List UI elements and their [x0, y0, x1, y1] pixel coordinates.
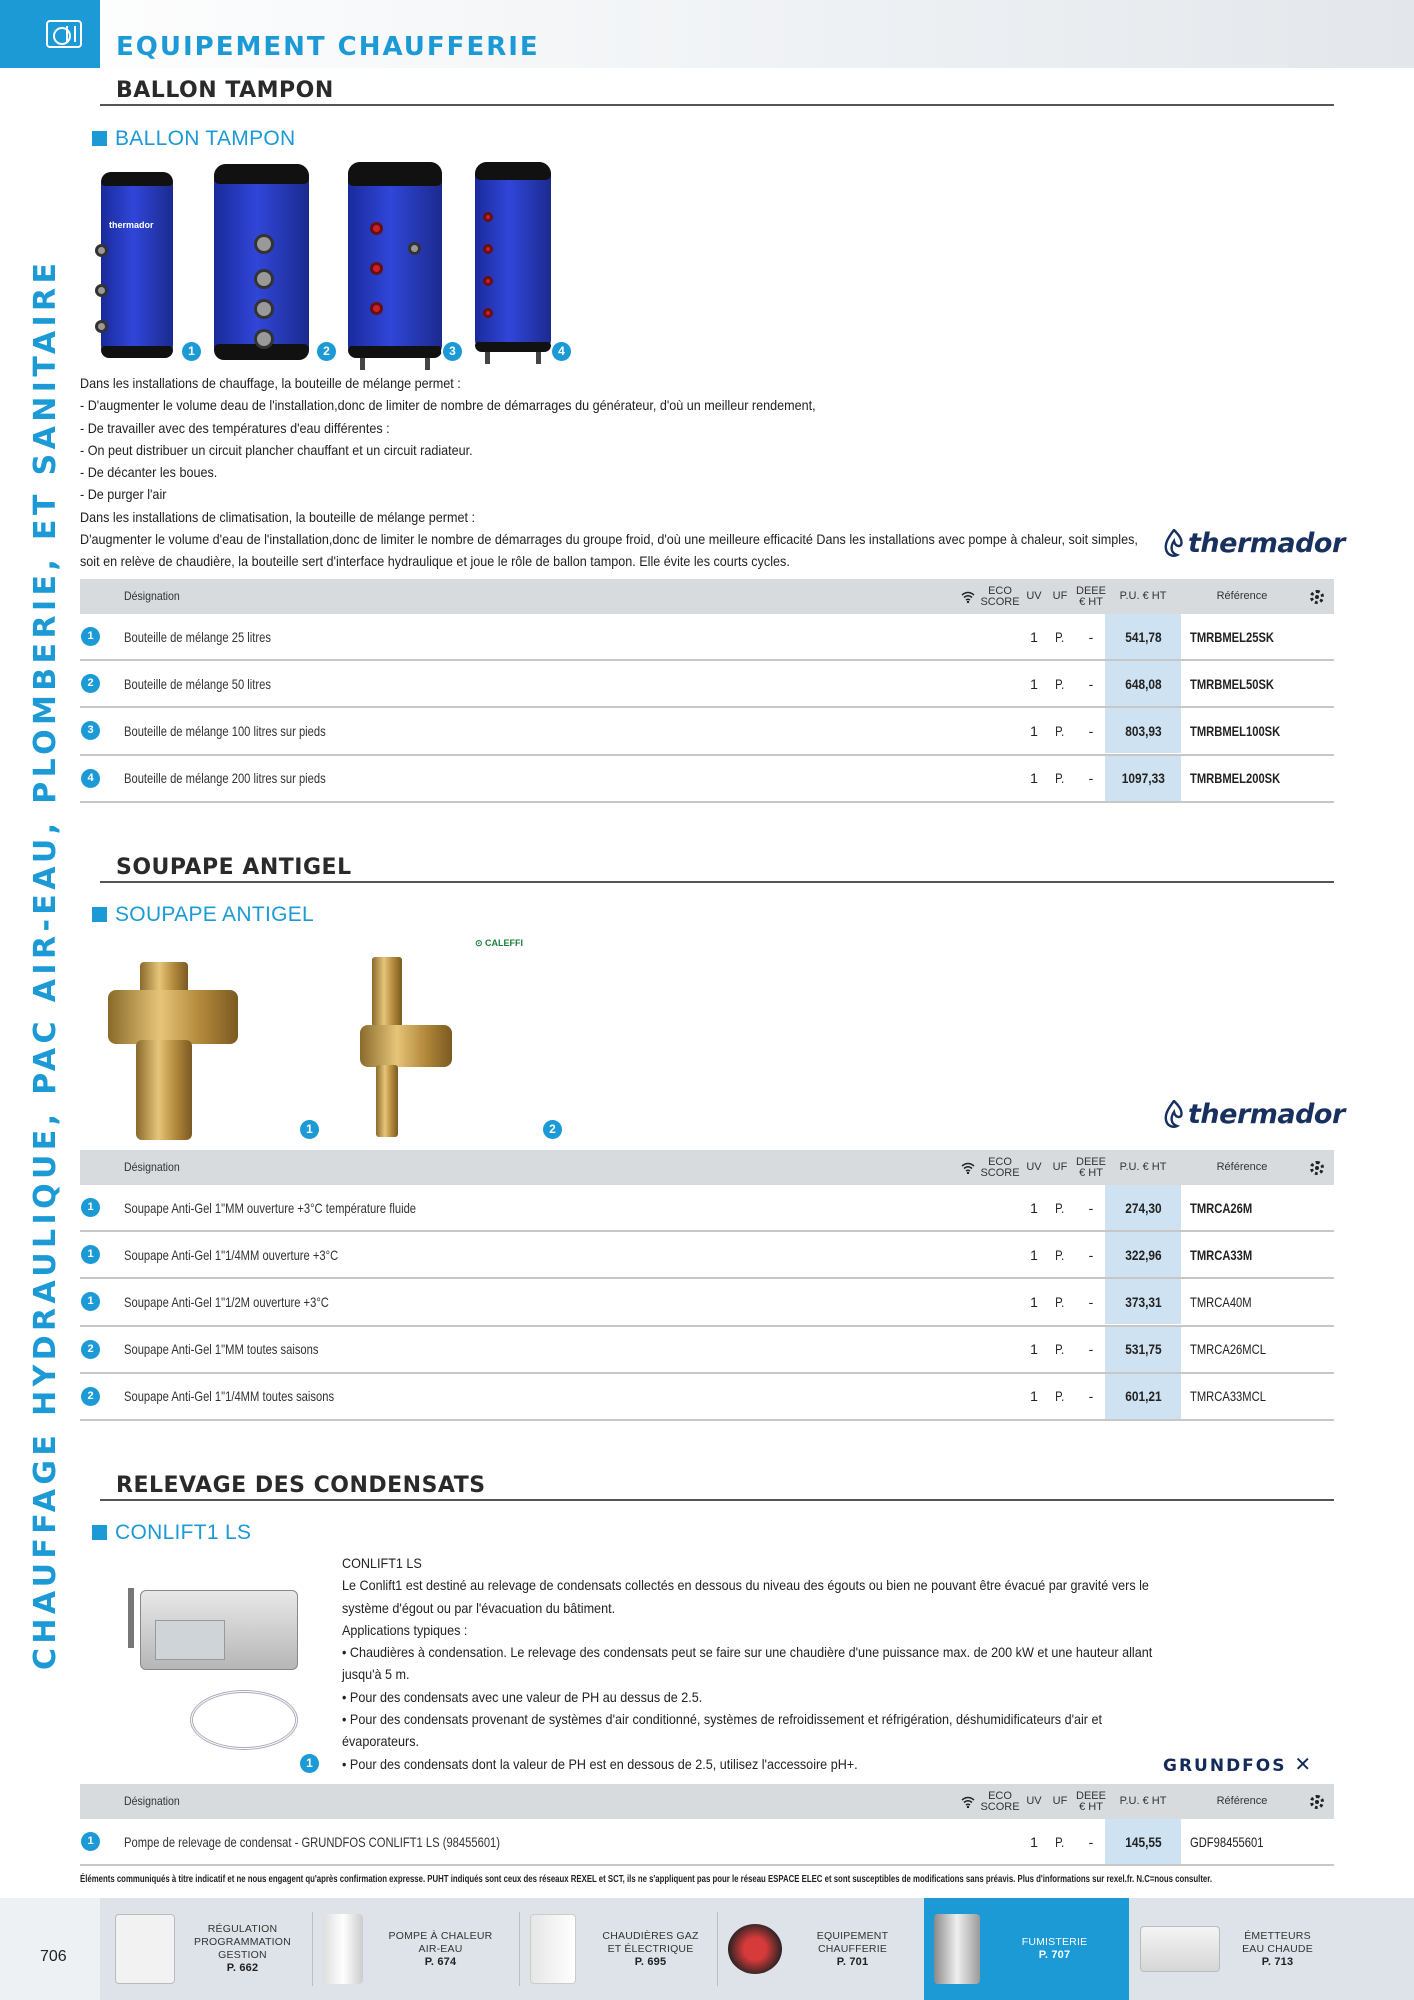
product-badge-2: 2	[317, 342, 336, 361]
section-title-soupape: SOUPAPE ANTIGEL	[116, 855, 352, 880]
row-designation: Soupape Anti-Gel 1"MM ouverture +3°C température fluide	[124, 1199, 417, 1216]
row-deee: -	[1088, 1388, 1094, 1405]
row-price: 648,08	[1124, 675, 1162, 692]
row-uv: 1	[1030, 770, 1038, 787]
col-uf: UF	[1052, 1795, 1068, 1807]
row-number-badge: 3	[81, 721, 100, 740]
row-price: 274,30	[1124, 1199, 1162, 1216]
description-line: CONLIFT1 LS	[342, 1555, 422, 1571]
row-designation: Pompe de relevage de condensat - GRUNDFOS CONLIFT1 LS (98455601)	[124, 1833, 501, 1850]
row-deee: -	[1088, 1246, 1094, 1263]
description-line: - De décanter les boues.	[80, 464, 218, 481]
table-row[interactable]	[80, 1327, 1334, 1374]
col-price: P.U. € HT	[1119, 590, 1167, 602]
row-number-badge: 2	[81, 1387, 100, 1406]
row-deee: -	[1088, 1293, 1094, 1310]
row-uf: P.	[1055, 770, 1065, 787]
wifi-icon	[958, 579, 978, 614]
row-number-badge: 1	[81, 627, 100, 646]
product-badge-1: 1	[182, 342, 201, 361]
section-divider	[100, 1499, 1334, 1501]
col-uv: UV	[1026, 590, 1042, 602]
row-uv: 1	[1030, 628, 1038, 645]
col-uv: UV	[1026, 1795, 1042, 1807]
description-line: - D'augmenter le volume deau de l'installation,donc de limiter de nombre de démarrages du générateur, d'où un meilleur rendement,	[80, 397, 816, 414]
tank-200l-image	[475, 162, 551, 352]
thermador-flame-icon	[1163, 1100, 1185, 1128]
tank-50l-image	[214, 164, 309, 360]
row-deee: -	[1088, 1199, 1094, 1216]
col-designation: Désignation	[124, 589, 180, 603]
boiler-thumbnail	[530, 1914, 576, 1984]
pump-hose	[190, 1690, 298, 1750]
thermador-logo: thermador	[1163, 1099, 1345, 1130]
row-designation: Soupape Anti-Gel 1"MM toutes saisons	[124, 1341, 319, 1358]
description-line: • Pour des condensats avec une valeur de PH au dessus de 2.5.	[342, 1688, 703, 1705]
col-deee: DEEE € HT	[1076, 1155, 1106, 1179]
thermostat-thumbnail	[115, 1914, 175, 1984]
row-designation: Bouteille de mélange 200 litres sur pieds	[124, 770, 326, 787]
valve-1-body	[108, 990, 238, 1044]
description-line: D'augmenter le volume d'eau de l'installation,donc de limiter le nombre de démarrages du groupe froid, d'où une meilleure efficacité Dans les installations avec pompe à chaleur, soit simples,	[80, 531, 1138, 548]
row-reference: TMRCA26M	[1190, 1199, 1253, 1216]
row-price: 803,93	[1124, 722, 1162, 739]
circulator-pump-thumbnail	[728, 1924, 782, 1974]
row-deee: -	[1088, 722, 1094, 739]
description-line: Applications typiques :	[342, 1621, 468, 1638]
boiler-icon	[46, 20, 82, 48]
pump-cable	[128, 1588, 134, 1648]
description-line: Le Conlift1 est destiné au relevage de condensats collectés en dessous du niveau des égouts ou bien ne pouvant être évacué par gravité vers le	[342, 1577, 1149, 1594]
description-line: - De travailler avec des températures d'eau différentes :	[80, 419, 390, 436]
thermador-flame-icon	[1163, 529, 1185, 557]
col-eco-score: ECO SCORE	[980, 1155, 1020, 1179]
tank-25l-image	[101, 172, 173, 358]
row-uv: 1	[1030, 1341, 1038, 1358]
valve-2-body	[360, 1025, 452, 1067]
section-divider	[100, 881, 1334, 883]
row-price: 1097,33	[1121, 770, 1165, 787]
row-reference: TMRCA26MCL	[1190, 1341, 1266, 1358]
row-price: 541,78	[1124, 628, 1162, 645]
settings-gear-icon[interactable]	[1304, 1784, 1330, 1819]
legal-disclaimer: Éléments communiqués à titre indicatif et ne nous engagent qu'après confirmation expresse. PUHT indiqués sont ceux des réseaux REXEL et SCT, ils ne s'appliquent pas pour le réseau ESPACE ELEC et sont susceptibles de modifications sans préavis. Plus d'informations sur rexel.fr. N.C=nous consulter.	[80, 1874, 1213, 1885]
table-header	[80, 579, 1334, 614]
row-reference: TMRCA40M	[1190, 1293, 1252, 1310]
footer-nav-emetteurs[interactable]: ÉMETTEURS EAU CHAUDE P. 713	[1130, 1898, 1335, 2000]
row-deee: -	[1088, 628, 1094, 645]
description-line: Dans les installations de climatisation, la bouteille de mélange permet :	[80, 508, 476, 525]
product-badge-1: 1	[300, 1120, 319, 1139]
description-line: Dans les installations de chauffage, la bouteille de mélange permet :	[80, 375, 461, 391]
table-row[interactable]	[80, 1819, 1334, 1866]
row-reference: GDF98455601	[1190, 1833, 1264, 1850]
tank-100l-image	[348, 162, 442, 358]
row-designation: Soupape Anti-Gel 1"1/2M ouverture +3°C	[124, 1293, 329, 1310]
row-designation: Soupape Anti-Gel 1"1/4MM toutes saisons	[124, 1388, 335, 1405]
description-line: système d'égout ou par l'évacuation du bâtiment.	[342, 1599, 616, 1616]
row-uf: P.	[1055, 722, 1065, 739]
row-number-badge: 2	[81, 1340, 100, 1359]
valve-1-stem	[136, 1040, 192, 1140]
row-deee: -	[1088, 770, 1094, 787]
row-price: 322,96	[1124, 1246, 1162, 1263]
footer-nav-chaudieres[interactable]: CHAUDIÈRES GAZ ET ÉLECTRIQUE P. 695	[520, 1898, 725, 2000]
category-badge	[0, 0, 100, 68]
row-deee: -	[1088, 675, 1094, 692]
footer-nav-equipement[interactable]: EQUIPEMENT CHAUFFERIE P. 701	[718, 1898, 923, 2000]
wifi-icon	[958, 1784, 978, 1819]
row-designation: Soupape Anti-Gel 1"1/4MM ouverture +3°C	[124, 1246, 339, 1263]
footer-nav-regulation[interactable]: RÉGULATION PROGRAMMATION GESTION P. 662	[105, 1898, 310, 2000]
col-reference: Référence	[1216, 1795, 1268, 1807]
row-reference: TMRBMEL25SK	[1190, 628, 1275, 645]
wifi-icon	[958, 1150, 978, 1185]
row-uv: 1	[1030, 1388, 1038, 1405]
caleffi-logo: ⊙ CALEFFI	[475, 938, 524, 948]
row-uf: P.	[1055, 1246, 1065, 1263]
col-price: P.U. € HT	[1119, 1161, 1167, 1173]
col-eco-score: ECO SCORE	[980, 584, 1020, 608]
col-deee: DEEE € HT	[1076, 1789, 1106, 1813]
col-designation: Désignation	[124, 1160, 180, 1174]
row-price: 373,31	[1124, 1293, 1162, 1310]
row-uf: P.	[1055, 628, 1065, 645]
row-uf: P.	[1055, 1293, 1065, 1310]
col-eco-score: ECO SCORE	[980, 1789, 1020, 1813]
subsection-title-relevage: CONLIFT1 LS	[92, 1521, 251, 1545]
row-reference: TMRBMEL200SK	[1190, 770, 1281, 787]
table-row[interactable]	[80, 661, 1334, 708]
row-number-badge: 1	[81, 1245, 100, 1264]
table-row[interactable]	[80, 1279, 1334, 1326]
row-deee: -	[1088, 1341, 1094, 1358]
conlift-price-table	[80, 1784, 1334, 1866]
row-number-badge: 2	[81, 674, 100, 693]
table-row[interactable]	[80, 1374, 1334, 1421]
ballon-price-table	[80, 579, 1334, 803]
valve-2-stem	[376, 1065, 398, 1137]
section-divider	[100, 104, 1334, 106]
radiator-thumbnail	[1140, 1926, 1220, 1972]
thermador-product-label: thermador	[109, 220, 154, 230]
row-number-badge: 1	[81, 1292, 100, 1311]
row-designation: Bouteille de mélange 25 litres	[124, 628, 271, 645]
col-price: P.U. € HT	[1119, 1795, 1167, 1807]
description-line: jusqu'à 5 m.	[342, 1666, 410, 1683]
row-uf: P.	[1055, 675, 1065, 692]
row-uf: P.	[1055, 1388, 1065, 1405]
page-title: EQUIPEMENT CHAUFFERIE	[116, 32, 540, 62]
row-designation: Bouteille de mélange 50 litres	[124, 675, 271, 692]
row-uf: P.	[1055, 1199, 1065, 1216]
row-uv: 1	[1030, 675, 1038, 692]
row-price: 601,21	[1124, 1388, 1162, 1405]
row-uf: P.	[1055, 1833, 1065, 1850]
table-row[interactable]	[80, 756, 1334, 803]
table-row[interactable]	[80, 614, 1334, 661]
row-reference: TMRBMEL100SK	[1190, 722, 1281, 739]
grundfos-logo: GRUNDFOS ✕	[1163, 1752, 1314, 1776]
description-line: • Pour des condensats dont la valeur de PH est en dessous de 2.5, utilisez l'accessoire pH+.	[342, 1755, 858, 1772]
table-row[interactable]	[80, 1232, 1334, 1279]
product-badge-2: 2	[543, 1120, 562, 1139]
conlift-description	[342, 1552, 1152, 1775]
valve-2-filter	[372, 957, 402, 1027]
description-line: - On peut distribuer un circuit plancher chauffant et un circuit radiateur.	[80, 441, 473, 458]
section-title-ballon: BALLON TAMPON	[116, 78, 334, 103]
pump-panel	[155, 1620, 225, 1660]
settings-gear-icon[interactable]	[1304, 579, 1330, 614]
product-badge-3: 3	[443, 342, 462, 361]
footer-nav-pompe-chaleur[interactable]: POMPE À CHALEUR AIR-EAU P. 674	[313, 1898, 518, 2000]
col-reference: Référence	[1216, 590, 1268, 602]
table-row[interactable]	[80, 1185, 1334, 1232]
row-reference: TMRCA33M	[1190, 1246, 1253, 1263]
col-reference: Référence	[1216, 1161, 1268, 1173]
description-line: • Pour des condensats provenant de systèmes d'air conditionné, systèmes de refroidissement et réfrigération, déshumidificateurs d'air et	[342, 1711, 1103, 1728]
col-uf: UF	[1052, 1161, 1068, 1173]
table-header	[80, 1150, 1334, 1185]
col-uv: UV	[1026, 1161, 1042, 1173]
col-uf: UF	[1052, 590, 1068, 602]
description-line: évaporateurs.	[342, 1733, 420, 1750]
row-number-badge: 4	[81, 769, 100, 788]
product-badge-1: 1	[300, 1754, 319, 1773]
row-deee: -	[1088, 1833, 1094, 1850]
row-uv: 1	[1030, 1199, 1038, 1216]
description-line: soit en relève de chaudière, la bouteille sert d'interface hydraulique et joue le rôle de ballon tampon. Elle évite les courts cycles.	[80, 553, 790, 570]
row-reference: TMRCA33MCL	[1190, 1388, 1266, 1405]
col-designation: Désignation	[124, 1794, 180, 1808]
soupape-price-table	[80, 1150, 1334, 1421]
row-number-badge: 1	[81, 1198, 100, 1217]
footer-nav-fumisterie[interactable]: FUMISTERIE P. 707	[924, 1898, 1129, 2000]
row-uf: P.	[1055, 1341, 1065, 1358]
row-reference: TMRBMEL50SK	[1190, 675, 1275, 692]
table-row[interactable]	[80, 708, 1334, 755]
thermador-logo: thermador	[1163, 528, 1345, 559]
subsection-title-soupape: SOUPAPE ANTIGEL	[92, 903, 314, 927]
heat-pump-thumbnail	[323, 1914, 363, 1984]
row-uv: 1	[1030, 1833, 1038, 1850]
section-title-relevage: RELEVAGE DES CONDENSATS	[116, 1473, 486, 1498]
product-badge-4: 4	[552, 342, 571, 361]
row-price: 531,75	[1124, 1341, 1162, 1358]
ballon-description	[80, 372, 1138, 573]
description-line: - De purger l'air	[80, 486, 167, 503]
page-number: 706	[40, 1948, 67, 1965]
row-designation: Bouteille de mélange 100 litres sur pieds	[124, 722, 326, 739]
description-line: • Chaudières à condensation. Le relevage des condensats peut se faire sur une chaudière d'une puissance max. de 200 kW et une hauteur allant	[342, 1644, 1153, 1661]
table-header	[80, 1784, 1334, 1819]
row-price: 145,55	[1124, 1833, 1162, 1850]
side-category-title: CHAUFFAGE HYDRAULIQUE, PAC AIR-EAU, PLOMBERIE, ET SANITAIRE	[28, 258, 63, 1670]
subsection-title-ballon: BALLON TAMPON	[92, 127, 296, 151]
col-deee: DEEE € HT	[1076, 584, 1106, 608]
row-uv: 1	[1030, 1246, 1038, 1263]
chimney-thumbnail	[934, 1914, 980, 1984]
row-uv: 1	[1030, 722, 1038, 739]
row-number-badge: 1	[81, 1832, 100, 1851]
row-uv: 1	[1030, 1293, 1038, 1310]
settings-gear-icon[interactable]	[1304, 1150, 1330, 1185]
